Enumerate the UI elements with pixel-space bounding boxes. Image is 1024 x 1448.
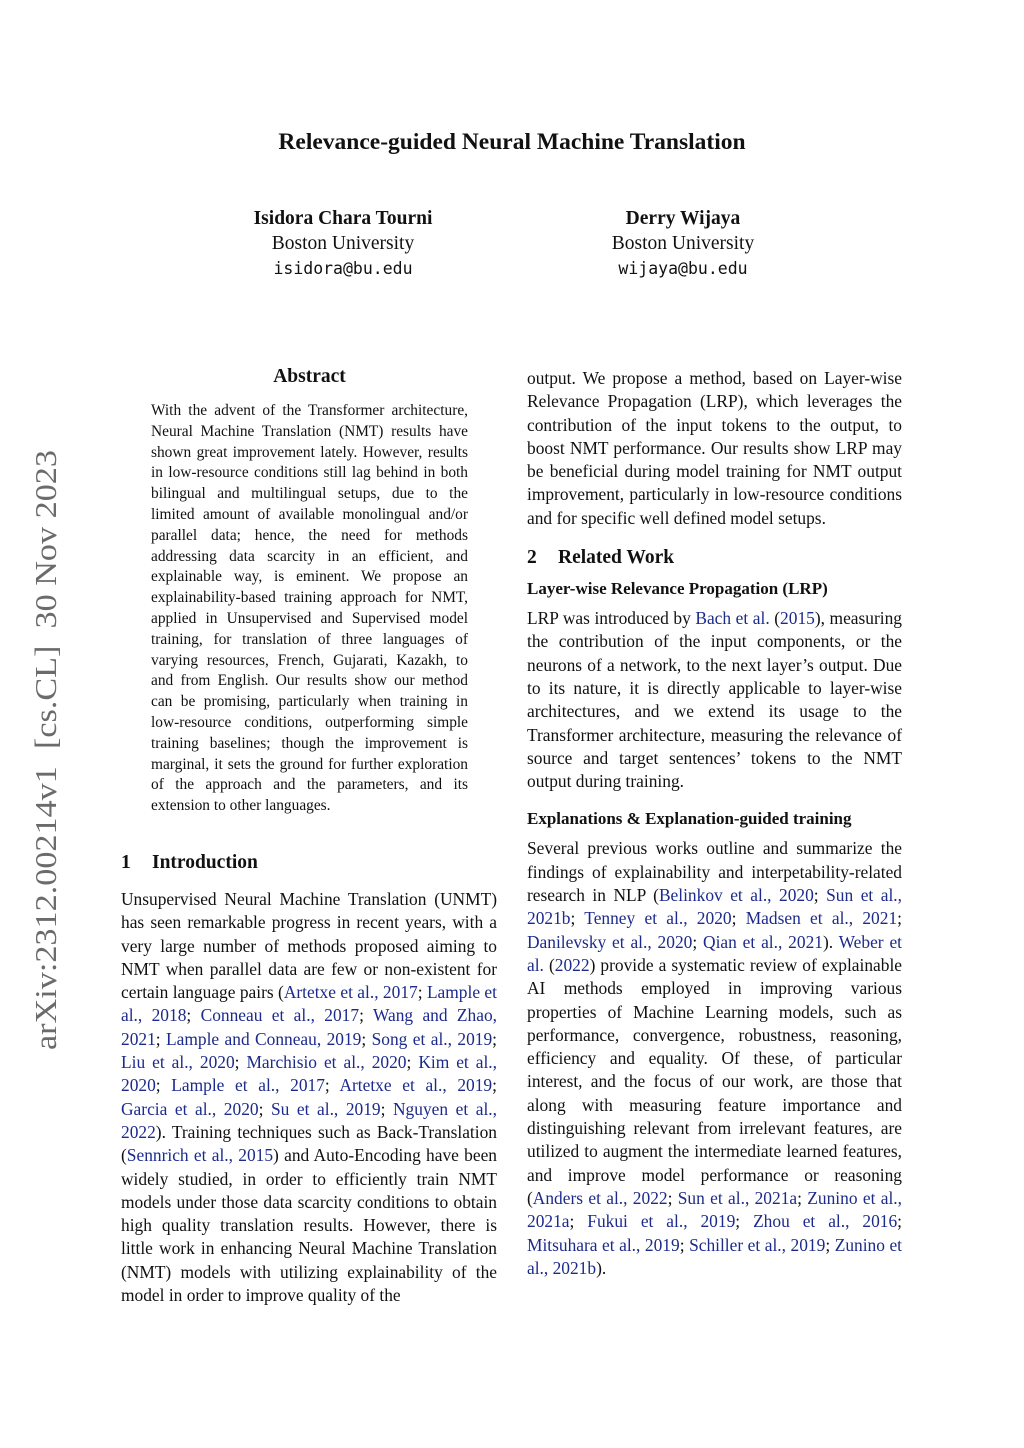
citation-link[interactable]: Wang and Zhao, 2021 <box>121 1005 498 1049</box>
section-title: Introduction <box>152 852 258 873</box>
paragraph-text: ) provide a systematic review of explainable AI methods employed in improving various properties of Machine Learning models, such as performance, convergence, robustness, reasoning, efficiency and equality. Of these, of particular interest, and the focus of our work, are those that along with measuring feature importance and distinguishing relevant from irrelevant features, are utilized to augment the intermediate learned features, and improve model performance or reasoning ( <box>527 954 902 1208</box>
citation-link[interactable]: Conneau et al., 2017 <box>200 1005 360 1026</box>
paragraph-text: LRP was introduced by <box>527 608 696 629</box>
citation-link[interactable]: Danilevsky et al., 2020 <box>527 931 693 952</box>
citation-link[interactable]: Zhou et al., 2016 <box>753 1211 898 1232</box>
citation-link[interactable]: Nguyen et al., 2022 <box>121 1098 497 1142</box>
citation-link[interactable]: Artetxe et al., 2019 <box>339 1075 493 1096</box>
left-column-body <box>121 852 497 1307</box>
section-number: 2 <box>527 547 537 569</box>
abstract-continuation: output. We propose a method, based on Layer-wise Relevance Propagation (LRP), which leverages the contribution of the input tokens to the output, to boost NMT performance. Our results show LRP may be beneficial during model training for NMT output improvement, particularly in low-resource conditions and for specific well defined model setups. <box>527 368 902 528</box>
citation-link[interactable]: Lample et al., 2017 <box>171 1075 325 1096</box>
author-email: isidora@bu.edu <box>273 259 413 278</box>
paragraph-text: ), measuring the contribution of the input components, or the neurons of a network, to the next layer’s output. Due to its nature, it is directly applicable to layer-wise architectures, and we extend its usage to the Transformer architecture, measuring the relevance of source and target sentences’ tokens to the NMT output during training. <box>527 608 902 792</box>
abstract-section <box>151 366 468 817</box>
right-column-body <box>527 367 902 1280</box>
author-name: Isidora Chara Tourni <box>253 208 433 229</box>
citation-link[interactable]: Schiller et al., 2019 <box>689 1234 826 1255</box>
section-heading-introduction <box>121 852 497 874</box>
citation-link[interactable]: Sennrich et al., 2015 <box>126 1145 274 1166</box>
citation-link[interactable]: Qian et al., 2021 <box>703 931 823 952</box>
citation-link[interactable]: Anders et al., 2022 <box>532 1187 668 1208</box>
section-title: Related Work <box>558 547 675 569</box>
subsection-heading-explanations: Explanations & Explanation-guided training <box>527 809 852 829</box>
citation-link[interactable]: Garcia et al., 2020 <box>121 1098 259 1119</box>
citation-link[interactable]: Zunino et al., 2021b <box>527 1234 903 1278</box>
citation-link[interactable]: Weber et al. <box>527 931 902 975</box>
author-block <box>523 206 843 281</box>
citation-link[interactable]: Belinkov et al., 2020 <box>658 885 814 906</box>
citation-link[interactable]: Bach et al. <box>695 608 770 629</box>
paragraph-text: ). <box>596 1257 607 1278</box>
author-affiliation: Boston University <box>611 233 755 254</box>
abstract-heading: Abstract <box>273 366 346 387</box>
citation-link[interactable]: Fukui et al., 2019 <box>587 1211 736 1232</box>
author-block <box>183 206 503 281</box>
paragraph-text: ). Training techniques such as Back-Translation ( <box>121 1121 497 1166</box>
arxiv-stamp-text: arXiv:2312.00214v1 [cs.CL] 30 Nov 2023 <box>28 505 63 1050</box>
subsection-heading-lrp: Layer-wise Relevance Propagation (LRP) <box>527 579 828 599</box>
citation-link[interactable]: Su et al., 2019 <box>270 1098 381 1119</box>
abstract-text: With the advent of the Transformer architecture, Neural Machine Translation (NMT) results have shown great improvement lately. However, results in low-resource conditions still lag behind in both bilingual and multilingual setups, due to the limited amount of available monolingual and/or parallel data; hence, the need for methods addressing data scarcity in an efficient, and explainable way, is eminent. We propose an explainability-based training approach for NMT, applied in Unsupervised and Supervised model training, for translation of three languages of varying resources, French, Gujarati, Kazakh, to and from English. Our results show our method can be promising, particularly when training in low-resource conditions, outperforming simple training baselines; though the improvement is marginal, it sets the ground for further exploration of the approach and the parameters, and its extension to other languages. <box>151 402 468 815</box>
arxiv-stamp-svg <box>18 440 68 1060</box>
lrp-paragraph: LRP was introduced by Bach et al. (2015), measuring the contribution of the input components, or the neurons of a network, to the next layer’s output. Due to its nature, it is directly applicable to layer-wise architectures, and we extend its usage to the Transformer architecture, measuring the relevance of source and target sentences’ tokens to the NMT output during training. <box>527 608 902 792</box>
paragraph-text: Several previous works outline and summarize the findings of explainability and interpetability-related research in NLP ( <box>527 838 902 906</box>
citation-year-link[interactable]: 2022 <box>554 954 590 975</box>
citation-link[interactable]: Mitsuhara et al., 2019 <box>527 1234 680 1255</box>
citation-link[interactable]: Zunino et al., 2021a <box>527 1187 902 1232</box>
citation-link[interactable]: Song et al., 2019 <box>371 1028 493 1049</box>
author-affiliation: Boston University <box>271 233 415 254</box>
section-number: 1 <box>121 852 131 873</box>
paragraph-text: Unsupervised Neural Machine Translation (UNMT) has seen remarkable progress in recent years, with a very large number of methods proposed aiming to NMT when parallel data are few or non-existent for certain language pairs ( <box>121 889 497 1003</box>
citation-link[interactable]: Liu et al., 2020 <box>121 1052 235 1073</box>
section-heading-related-work <box>527 547 902 569</box>
introduction-paragraph: Unsupervised Neural Machine Translation (UNMT) has seen remarkable progress in recent years, with a very large number of methods proposed aiming to NMT when parallel data are few or non-existent for certain language pairs (Artetxe et al., 2017; Lample et al., 2018; Conneau et al., 2017; Wang and Zhao, 2021; Lample and Conneau, 2019; Song et al., 2019; Liu et al., 2020; Marchisio et al., 2020; Kim et al., 2020; Lample et al., 2017; Artetxe et al., 2019; Garcia et al., 2020; Su et al., 2019; Nguyen et al., 2022). Training techniques such as Back-Translation (Sennrich et al., 2015) and Auto-Encoding have been widely studied, in order to efficiently train NMT models under those data scarcity conditions to obtain high quality translation results. However, there is little work in enhancing Neural Machine Translation (NMT) models with utilizing explainability of the model in order to improve quality of the <box>121 889 498 1306</box>
citation-link[interactable]: Lample et al., 2018 <box>121 982 497 1026</box>
citation-link[interactable]: Kim et al., 2020 <box>121 1052 497 1096</box>
arxiv-identifier-stamp <box>18 440 68 1060</box>
citation-link[interactable]: Sun et al., 2021a <box>677 1187 798 1208</box>
paper-title: Relevance-guided Neural Machine Translation <box>278 129 746 155</box>
author-email: wijaya@bu.edu <box>618 259 748 278</box>
citation-link[interactable]: Madsen et al., 2021 <box>745 908 898 929</box>
citation-link[interactable]: Tenney et al., 2020 <box>584 908 732 929</box>
paragraph-text: ) and Auto-Encoding have been widely studied, in order to efficiently train NMT models under those data scarcity conditions to obtain high quality translation results. However, there is little work in enhancing Neural Machine Translation (NMT) models with utilizing explainability of the model in order to improve quality of the <box>121 1145 497 1306</box>
explanations-paragraph: Several previous works outline and summarize the findings of explainability and interpetability-related research in NLP (Belinkov et al., 2020; Sun et al., 2021b; Tenney et al., 2020; Madsen et al., 2021; Danilevsky et al., 2020; Qian et al., 2021). Weber et al. (2022) provide a systematic review of explainable AI methods employed in improving various properties of Machine Learning models, such as performance, convergence, robustness, reasoning, efficiency and equality. Of these, of particular interest, and the focus of our work, are those that along with measuring feature importance and distinguishing relevant from irrelevant features, are utilized to augment the intermediate learned features, and improve model performance or reasoning (Anders et al., 2022; Sun et al., 2021a; Zunino et al., 2021a; Fukui et al., 2019; Zhou et al., 2016; Mitsuhara et al., 2019; Schiller et al., 2019; Zunino et al., 2021b). <box>527 838 903 1278</box>
author-name: Derry Wijaya <box>625 208 741 229</box>
citation-link[interactable]: Lample and Conneau, 2019 <box>166 1028 362 1049</box>
citation-year-link[interactable]: 2015 <box>780 608 815 629</box>
citation-link[interactable]: Marchisio et al., 2020 <box>246 1052 407 1073</box>
citation-link[interactable]: Artetxe et al., 2017 <box>283 982 418 1003</box>
citation-link[interactable]: Sun et al., 2021b <box>527 885 902 929</box>
